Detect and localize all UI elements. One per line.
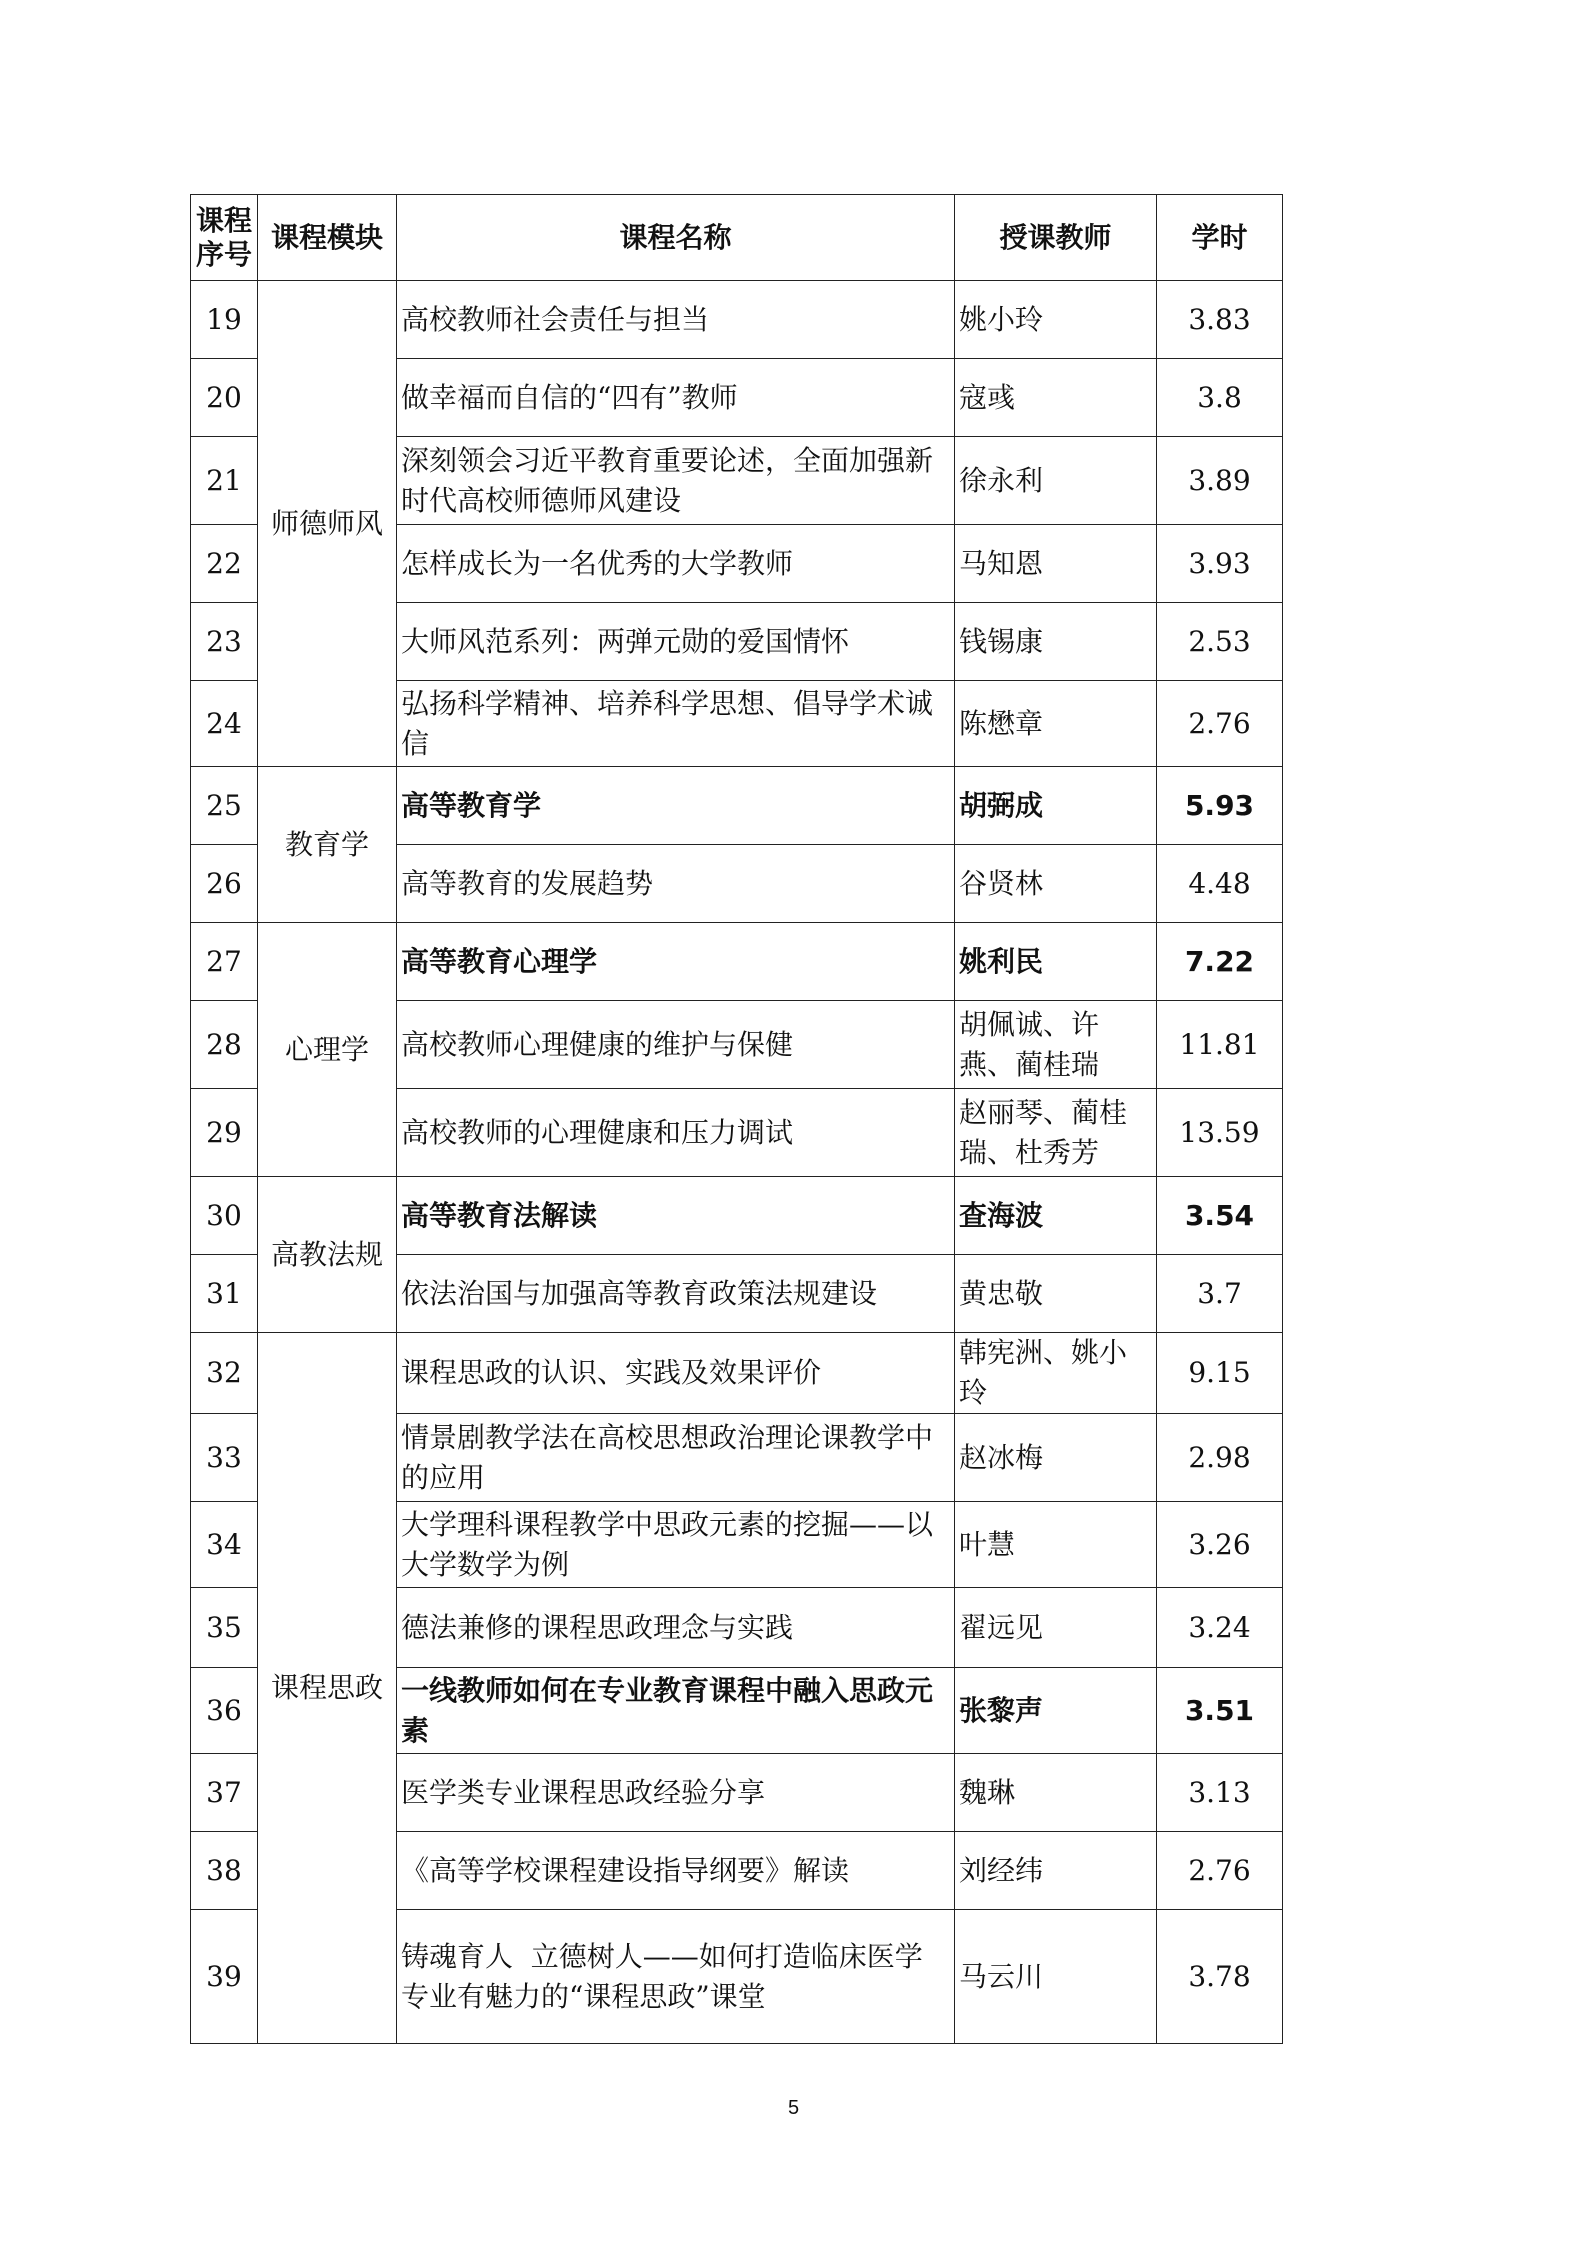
course-hours: 3.89	[1157, 437, 1283, 525]
module-cell: 课程思政	[258, 1333, 397, 2044]
course-hours: 2.98	[1157, 1414, 1283, 1502]
course-index: 29	[191, 1089, 258, 1177]
course-name: 情景剧教学法在高校思想政治理论课教学中的应用	[397, 1414, 955, 1502]
course-teacher: 翟远见	[955, 1588, 1157, 1668]
course-hours: 3.26	[1157, 1502, 1283, 1588]
course-teacher: 马云川	[955, 1910, 1157, 2044]
module-cell: 高教法规	[258, 1177, 397, 1333]
course-index: 36	[191, 1668, 258, 1754]
course-name: 做幸福而自信的“四有”教师	[397, 359, 955, 437]
table-row	[191, 281, 1283, 359]
course-hours: 3.13	[1157, 1754, 1283, 1832]
page-number: 5	[787, 2097, 800, 2119]
course-name: 大师风范系列：两弹元勋的爱国情怀	[397, 603, 955, 681]
header-course-module: 课程模块	[258, 195, 397, 281]
course-index: 34	[191, 1502, 258, 1588]
course-teacher: 刘经纬	[955, 1832, 1157, 1910]
table-row	[191, 1177, 1283, 1255]
course-index: 33	[191, 1414, 258, 1502]
course-name: 高等教育学	[397, 767, 955, 845]
course-hours: 2.76	[1157, 1832, 1283, 1910]
course-index: 28	[191, 1001, 258, 1089]
course-index: 23	[191, 603, 258, 681]
course-teacher: 查海波	[955, 1177, 1157, 1255]
course-teacher: 张黎声	[955, 1668, 1157, 1754]
course-teacher: 魏琳	[955, 1754, 1157, 1832]
course-name: 高等教育法解读	[397, 1177, 955, 1255]
table-header-row	[191, 195, 1283, 281]
course-index: 30	[191, 1177, 258, 1255]
table-row	[191, 923, 1283, 1001]
course-name: 铸魂育人 立德树人——如何打造临床医学专业有魅力的“课程思政”课堂	[397, 1910, 955, 2044]
course-index: 38	[191, 1832, 258, 1910]
course-name: 高等教育心理学	[397, 923, 955, 1001]
course-teacher: 赵丽琴、蔺桂瑞、杜秀芳	[955, 1089, 1157, 1177]
course-teacher: 姚利民	[955, 923, 1157, 1001]
course-teacher: 寇彧	[955, 359, 1157, 437]
course-name: 深刻领会习近平教育重要论述，全面加强新时代高校师德师风建设	[397, 437, 955, 525]
module-cell: 师德师风	[258, 281, 397, 767]
course-index: 39	[191, 1910, 258, 2044]
module-cell: 教育学	[258, 767, 397, 923]
course-index: 32	[191, 1333, 258, 1414]
course-teacher: 马知恩	[955, 525, 1157, 603]
header-teacher: 授课教师	[955, 195, 1157, 281]
course-name: 医学类专业课程思政经验分享	[397, 1754, 955, 1832]
course-teacher: 陈懋章	[955, 681, 1157, 767]
course-index: 20	[191, 359, 258, 437]
course-index: 27	[191, 923, 258, 1001]
course-name: 大学理科课程教学中思政元素的挖掘——以大学数学为例	[397, 1502, 955, 1588]
course-name: 德法兼修的课程思政理念与实践	[397, 1588, 955, 1668]
course-name: 课程思政的认识、实践及效果评价	[397, 1333, 955, 1414]
course-teacher: 徐永利	[955, 437, 1157, 525]
course-name: 高校教师的心理健康和压力调试	[397, 1089, 955, 1177]
course-teacher: 谷贤林	[955, 845, 1157, 923]
course-index: 25	[191, 767, 258, 845]
course-name: 依法治国与加强高等教育政策法规建设	[397, 1255, 955, 1333]
course-hours: 5.93	[1157, 767, 1283, 845]
course-index: 37	[191, 1754, 258, 1832]
course-teacher: 钱锡康	[955, 603, 1157, 681]
course-teacher: 韩宪洲、姚小玲	[955, 1333, 1157, 1414]
module-cell: 心理学	[258, 923, 397, 1177]
table-row	[191, 1333, 1283, 1414]
table-row	[191, 767, 1283, 845]
course-teacher: 叶慧	[955, 1502, 1157, 1588]
course-teacher: 黄忠敬	[955, 1255, 1157, 1333]
course-index: 31	[191, 1255, 258, 1333]
course-hours: 11.81	[1157, 1001, 1283, 1089]
course-name: 弘扬科学精神、培养科学思想、倡导学术诚信	[397, 681, 955, 767]
course-index: 19	[191, 281, 258, 359]
course-hours: 3.54	[1157, 1177, 1283, 1255]
header-course-name: 课程名称	[397, 195, 955, 281]
course-teacher: 胡弼成	[955, 767, 1157, 845]
course-index: 24	[191, 681, 258, 767]
course-hours: 2.53	[1157, 603, 1283, 681]
course-hours: 13.59	[1157, 1089, 1283, 1177]
course-hours: 3.8	[1157, 359, 1283, 437]
course-index: 21	[191, 437, 258, 525]
course-name: 《高等学校课程建设指导纲要》解读	[397, 1832, 955, 1910]
course-teacher: 赵冰梅	[955, 1414, 1157, 1502]
course-hours: 7.22	[1157, 923, 1283, 1001]
course-name: 怎样成长为一名优秀的大学教师	[397, 525, 955, 603]
course-hours: 3.93	[1157, 525, 1283, 603]
course-hours: 3.51	[1157, 1668, 1283, 1754]
course-hours: 3.24	[1157, 1588, 1283, 1668]
course-name: 一线教师如何在专业教育课程中融入思政元素	[397, 1668, 955, 1754]
course-teacher: 胡佩诚、许燕、蔺桂瑞	[955, 1001, 1157, 1089]
course-index: 22	[191, 525, 258, 603]
course-hours: 2.76	[1157, 681, 1283, 767]
course-teacher: 姚小玲	[955, 281, 1157, 359]
course-hours: 3.83	[1157, 281, 1283, 359]
course-name: 高校教师社会责任与担当	[397, 281, 955, 359]
course-index: 35	[191, 1588, 258, 1668]
header-hours: 学时	[1157, 195, 1283, 281]
header-course-index: 课程序号	[191, 195, 258, 281]
course-table	[190, 194, 1283, 2044]
course-hours: 3.7	[1157, 1255, 1283, 1333]
course-hours: 4.48	[1157, 845, 1283, 923]
course-index: 26	[191, 845, 258, 923]
course-hours: 9.15	[1157, 1333, 1283, 1414]
course-hours: 3.78	[1157, 1910, 1283, 2044]
course-name: 高等教育的发展趋势	[397, 845, 955, 923]
course-name: 高校教师心理健康的维护与保健	[397, 1001, 955, 1089]
